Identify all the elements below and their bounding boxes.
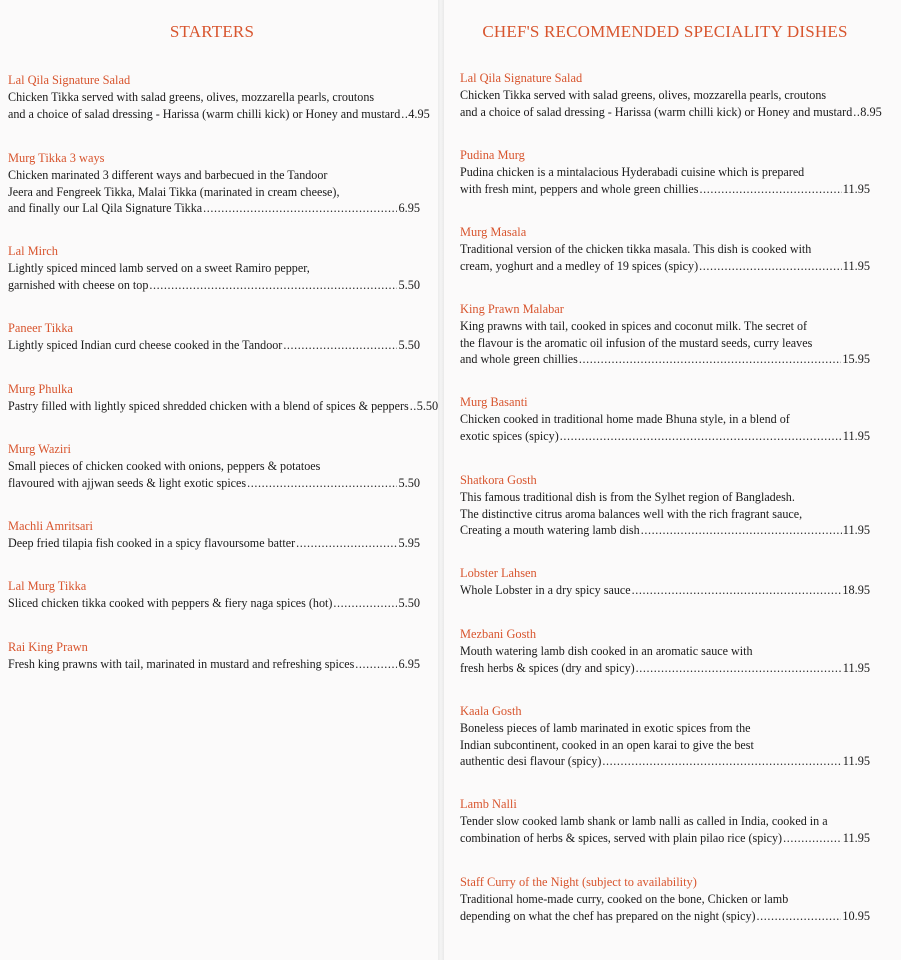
item-description: Chicken Tikka served with salad greens, olives, mozzarella pearls, croutons — [8, 90, 375, 104]
menu-item — [8, 150, 420, 217]
item-name: Lal Murg Tikka — [8, 579, 87, 593]
page-fold — [438, 0, 444, 960]
item-description: Mouth watering lamb dish cooked in an aromatic sauce with — [460, 644, 753, 658]
item-description: Traditional home-made curry, cooked on the bone, Chicken or lamb — [460, 892, 789, 906]
dot-leader — [401, 106, 407, 123]
item-description: Deep fried tilapia fish cooked in a spicy flavoursome batter — [8, 536, 296, 550]
dot-leader — [636, 660, 842, 677]
dot-leader — [283, 337, 397, 354]
dot-leader — [632, 582, 842, 599]
item-description: Jeera and Fengreek Tikka, Malai Tikka (marinated in cream cheese), — [8, 184, 340, 199]
item-price: 18.95 — [842, 583, 870, 597]
item-price: 11.95 — [842, 754, 870, 769]
item-description: Creating a mouth watering lamb dish — [460, 523, 640, 538]
item-description: combination of herbs & spices, served with plain pilao rice (spicy) — [460, 830, 783, 845]
item-price: 11.95 — [842, 258, 870, 273]
item-price: 5.50 — [398, 596, 420, 610]
item-name: Lamb Nalli — [460, 797, 517, 811]
item-description: Pastry filled with lightly spiced shredded chicken with a blend of spices & peppers — [8, 399, 409, 413]
item-name: Paneer Tikka — [8, 321, 74, 335]
item-description: The distinctive citrus aroma balances well with the rich fragrant sauce, — [460, 506, 803, 521]
menu-item — [460, 565, 870, 599]
item-description: and finally our Lal Qila Signature Tikka — [8, 201, 203, 216]
item-description: and a choice of salad dressing - Harissa (warm chilli kick) or Honey and mustard — [8, 106, 401, 121]
menu-item — [8, 381, 439, 415]
item-description: Chicken cooked in traditional home made Bhuna style, in a blend of — [460, 412, 790, 426]
menu-item — [460, 394, 870, 444]
item-name: Murg Tikka 3 ways — [8, 151, 105, 165]
menu-item — [460, 796, 870, 846]
item-description: Lightly spiced minced lamb served on a sweet Ramiro pepper, — [8, 261, 310, 275]
item-description: This famous traditional dish is from the Sylhet region of Bangladesh. — [460, 490, 795, 504]
dot-leader — [296, 535, 397, 552]
menu-item — [8, 441, 420, 491]
item-name: Staff Curry of the Night (subject to availability) — [460, 875, 697, 889]
item-name: Lobster Lahsen — [460, 566, 537, 580]
item-name: Murg Waziri — [8, 442, 71, 456]
item-name: Mezbani Gosth — [460, 627, 537, 641]
item-description: Tender slow cooked lamb shank or lamb nalli as called in India, cooked in a — [460, 814, 828, 828]
dot-leader — [757, 908, 842, 925]
dot-leader — [602, 753, 841, 770]
item-price: 15.95 — [842, 352, 870, 367]
dot-leader — [149, 277, 397, 294]
item-name: Kaala Gosth — [460, 704, 522, 718]
dot-leader — [783, 830, 842, 847]
item-price: 5.50 — [398, 338, 420, 352]
item-description: Fresh king prawns with tail, marinated in mustard and refreshing spices — [8, 657, 355, 671]
menu-item — [460, 703, 870, 770]
item-description: and whole green chillies — [460, 352, 578, 367]
item-price: 6.95 — [398, 201, 420, 216]
item-description: Chicken marinated 3 different ways and barbecued in the Tandoor — [8, 168, 328, 182]
menu-item — [8, 518, 420, 552]
dot-leader — [699, 258, 842, 275]
specials-heading: CHEF'S RECOMMENDED SPECIALITY DISHES — [482, 22, 848, 41]
item-price: 4.95 — [408, 106, 430, 121]
menu-item — [460, 224, 870, 274]
item-name: Murg Basanti — [460, 395, 528, 409]
item-price: 10.95 — [842, 908, 870, 923]
item-price: 5.50 — [416, 399, 439, 413]
dot-leader — [699, 181, 841, 198]
dot-leader — [247, 475, 397, 492]
menu-item — [460, 301, 870, 368]
item-price: 5.50 — [398, 277, 420, 292]
dot-leader — [853, 104, 859, 121]
dot-leader — [410, 398, 416, 415]
menu-item — [460, 70, 882, 120]
item-price: 11.95 — [842, 523, 870, 538]
item-description: Lightly spiced Indian curd cheese cooked in the Tandoor — [8, 338, 283, 352]
item-name: King Prawn Malabar — [460, 302, 564, 316]
item-description: Boneless pieces of lamb marinated in exotic spices from the — [460, 721, 751, 735]
item-description: garnished with cheese on top — [8, 277, 149, 292]
item-price: 11.95 — [842, 660, 870, 675]
item-description: Indian subcontinent, cooked in an open karai to give the best — [460, 737, 754, 752]
item-description: exotic spices (spicy) — [460, 428, 559, 443]
item-name: Lal Qila Signature Salad — [8, 73, 131, 87]
item-price: 11.95 — [842, 428, 870, 443]
item-description: Small pieces of chicken cooked with onions, peppers & potatoes — [8, 459, 321, 473]
item-name: Lal Qila Signature Salad — [460, 71, 583, 85]
item-description: with fresh mint, peppers and whole green chillies — [460, 181, 699, 196]
item-description: Pudina chicken is a mintalacious Hyderabadi cuisine which is prepared — [460, 165, 805, 179]
dot-leader — [560, 428, 842, 445]
item-name: Murg Phulka — [8, 382, 73, 396]
item-name: Lal Mirch — [8, 244, 58, 258]
menu-item — [8, 243, 420, 293]
menu-item — [460, 626, 870, 676]
item-description: authentic desi flavour (spicy) — [460, 754, 602, 769]
item-description: cream, yoghurt and a medley of 19 spices (spicy) — [460, 258, 699, 273]
dot-leader — [579, 351, 841, 368]
dot-leader — [355, 656, 397, 673]
item-description: flavoured with ajjwan seeds & light exotic spices — [8, 475, 247, 490]
starters-heading: STARTERS — [169, 22, 255, 41]
item-name: Machli Amritsari — [8, 519, 93, 533]
item-price: 8.95 — [860, 104, 882, 119]
item-description: depending on what the chef has prepared on the night (spicy) — [460, 908, 756, 923]
menu-item — [8, 578, 420, 612]
item-description: Sliced chicken tikka cooked with peppers & fiery naga spices (hot) — [8, 596, 333, 610]
item-price: 5.95 — [398, 536, 420, 550]
menu-item — [8, 72, 430, 122]
dot-leader — [333, 595, 397, 612]
menu-item — [8, 320, 420, 354]
item-description: and a choice of salad dressing - Harissa (warm chilli kick) or Honey and mustard — [460, 104, 853, 119]
item-name: Murg Masala — [460, 225, 527, 239]
menu-item — [8, 639, 420, 673]
item-price: 6.95 — [398, 657, 420, 671]
item-description: fresh herbs & spices (dry and spicy) — [460, 660, 635, 675]
item-name: Shatkora Gosth — [460, 473, 537, 487]
menu-item — [460, 472, 870, 539]
item-description: the flavour is the aromatic oil infusion of the mustard seeds, curry leaves — [460, 335, 813, 350]
item-description: Whole Lobster in a dry spicy sauce — [460, 583, 631, 597]
item-description: King prawns with tail, cooked in spices and coconut milk. The secret of — [460, 319, 808, 333]
item-description: Traditional version of the chicken tikka masala. This dish is cooked with — [460, 242, 812, 256]
menu-item — [460, 147, 870, 197]
item-name: Rai King Prawn — [8, 640, 88, 654]
item-price: 5.50 — [398, 475, 420, 490]
item-price: 11.95 — [842, 830, 870, 845]
item-name: Pudina Murg — [460, 148, 525, 162]
item-description: Chicken Tikka served with salad greens, olives, mozzarella pearls, croutons — [460, 88, 827, 102]
dot-leader — [203, 200, 397, 217]
item-price: 11.95 — [842, 181, 870, 196]
dot-leader — [641, 522, 842, 539]
menu-item — [460, 874, 870, 924]
